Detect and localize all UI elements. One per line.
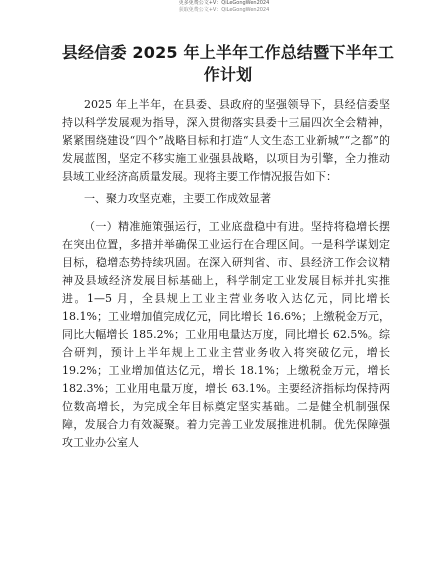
document-title: 县经信委 2025 年上半年工作总结暨下半年工作计划 [61, 43, 395, 84]
watermark-header [0, 0, 448, 14]
document-body [62, 96, 390, 452]
body-paragraph: （一）精准施策强运行，工业底盘稳中有进。坚持将稳增长摆在突出位置，多措并举确保工业运行在合理区间。一是科学谋划定目标，稳增态势持续巩固。在深入研判省、市、县经济工作会议精神及县域经济发展目标基础上，科学制定工业发展目标并扎实推进。1—5 月，全县规上工业主营业务收入达亿元，同比增长 18.1%；工业增加值完成亿元，同比增长 16.6%；上缴税金万元，同比大幅增长 185.2%；工业用电量达万度，同比增长 62.5%。综合研判，预计上半年规上工业主营业务收入将突破亿元，增长 19.2%；工业增加值达亿元，增长 18.1%；上缴税金万元，增长 182.3%；工业用电量万度，增长 63.1%。主要经济指标均保持两位数高增长，为完成全年目标奠定坚实基础。二是健全机制强保障，发展合力有效凝聚。着力完善工业发展推进机制。优先保障强攻工业办公室人 [62, 220, 390, 449]
watermark-line: 获取免费公文+V：QiLeGongWen2024 [178, 7, 270, 13]
section-heading: 一、聚力攻坚克难，主要工作成效显著 [84, 192, 271, 205]
watermark-line: 更多免费公文+V：QiLeGongWen2024 [178, 0, 270, 6]
intro-paragraph: 2025 年上半年，在县委、县政府的坚强领导下，县经信委坚持以科学发展观为指导，深入贯彻落实县委十三届四次全会精神，紧紧围绕建设“四个”战略目标和打造“人文生态工业新城”“之都”的发展蓝图，坚定不移实施工业强县战略，以项目为引擎，全力推动县域工业经济高质量发展。现将主要工作情况报告如下： [62, 98, 390, 183]
